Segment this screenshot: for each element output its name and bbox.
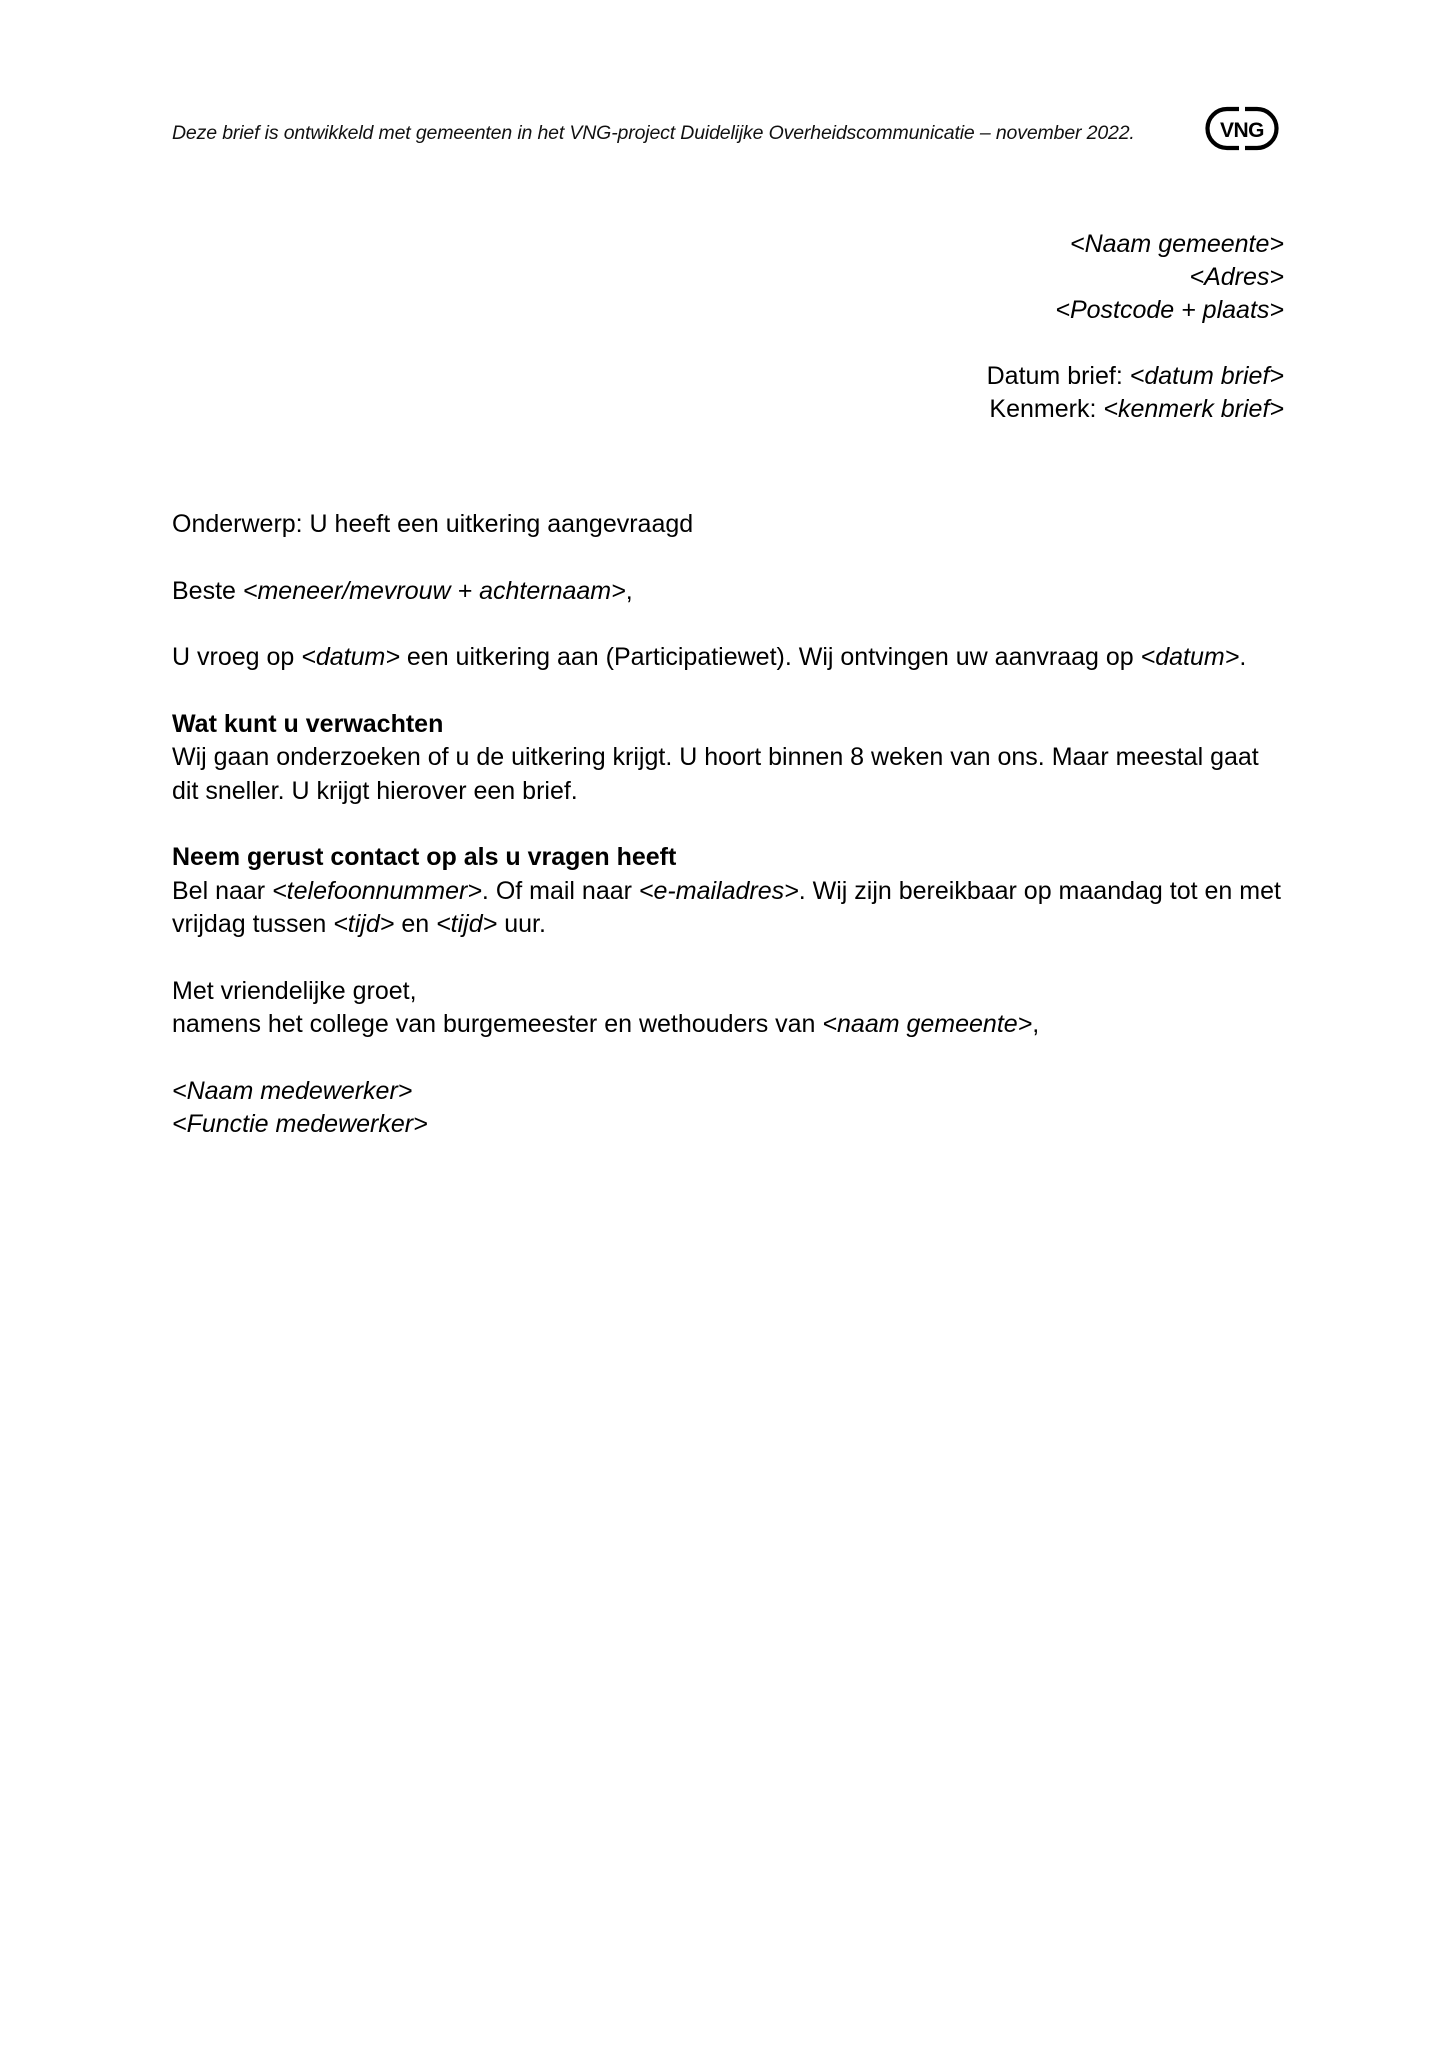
intro-text-3: . [1239, 643, 1247, 671]
contact-placeholder-phone: <telefoonnummer> [272, 876, 482, 905]
spacer [172, 675, 1282, 708]
salutation-placeholder: <meneer/mevrouw + achternaam> [242, 576, 626, 605]
salutation-line [172, 575, 1282, 609]
section-body-contact [172, 875, 1282, 942]
intro-placeholder-received-date: <datum> [1140, 643, 1240, 671]
contact-placeholder-email: <e-mailadres> [638, 876, 799, 905]
contact-placeholder-time-from: <tijd> [333, 910, 395, 938]
section-heading-contact: Neem gerust contact op als u vragen heeft [172, 843, 677, 871]
closing-greeting: Met vriendelijke groet, [172, 976, 417, 1005]
section-heading-expectations: Wat kunt u verwachten [172, 709, 444, 738]
contact-text-5: uur. [497, 910, 546, 938]
contact-text-2: . Of mail naar [481, 876, 639, 905]
letter-meta-block [987, 360, 1284, 426]
subject-line: Onderwerp: U heeft een uitkering aangevraagd [172, 510, 694, 538]
letter-date-label: Datum brief: [986, 362, 1130, 390]
contact-text-3: . Wij zijn bereikbaar op maandag tot en met vrijdag tussen [172, 876, 1281, 938]
contact-text-4: en [394, 910, 437, 938]
recipient-address-block [1055, 228, 1284, 327]
letter-reference-label: Kenmerk: [989, 395, 1104, 423]
address-line-municipality: <Naam gemeente> [1069, 230, 1284, 258]
letter-date-line [987, 360, 1284, 393]
spacer [172, 808, 1282, 841]
letter-reference-value: <kenmerk brief> [1103, 395, 1284, 423]
salutation-prefix: Beste [172, 576, 243, 605]
closing-suffix: , [1032, 1010, 1040, 1038]
signature-role: <Functie medewerker> [172, 1110, 428, 1138]
closing-prefix: namens het college van burgemeester en wethouders van [172, 1010, 823, 1038]
intro-text-1: U vroeg op [172, 643, 302, 671]
letter-body [172, 508, 1282, 1142]
intro-text-2: een uitkering aan (Participatiewet). Wij ontvingen uw aanvraag op [399, 643, 1141, 671]
document-header [172, 106, 1282, 151]
spacer [172, 1042, 1282, 1075]
header-project-note: Deze brief is ontwikkeld met gemeenten in het VNG-project Duidelijke Overheidscommunicatie – november 2022. [172, 122, 1135, 144]
section-body-expectations: Wij gaan onderzoeken of u de uitkering krijgt. U hoort binnen 8 weken van ons. Maar meestal gaat dit sneller. U krijgt hierover een brief. [172, 743, 1259, 805]
contact-text-1: Bel naar [172, 876, 273, 905]
intro-placeholder-request-date: <datum> [301, 643, 400, 671]
vng-logo-icon [1204, 106, 1280, 151]
address-line-street: <Adres> [1189, 263, 1284, 291]
closing-on-behalf-of [172, 1008, 1282, 1042]
closing-placeholder-municipality: <naam gemeente> [822, 1010, 1033, 1038]
spacer [172, 542, 1282, 575]
vng-logo [1204, 106, 1280, 151]
salutation-suffix: , [625, 576, 633, 605]
vng-logo-text: VNG [1219, 119, 1265, 142]
address-line-postcode-city: <Postcode + plaats> [1055, 296, 1284, 324]
contact-placeholder-time-to: <tijd> [436, 910, 498, 938]
spacer [172, 608, 1282, 641]
intro-paragraph [172, 641, 1282, 675]
letter-reference-line [987, 393, 1284, 426]
signature-name: <Naam medewerker> [172, 1076, 413, 1105]
letter-date-value: <datum brief> [1129, 362, 1284, 390]
spacer [172, 942, 1282, 975]
